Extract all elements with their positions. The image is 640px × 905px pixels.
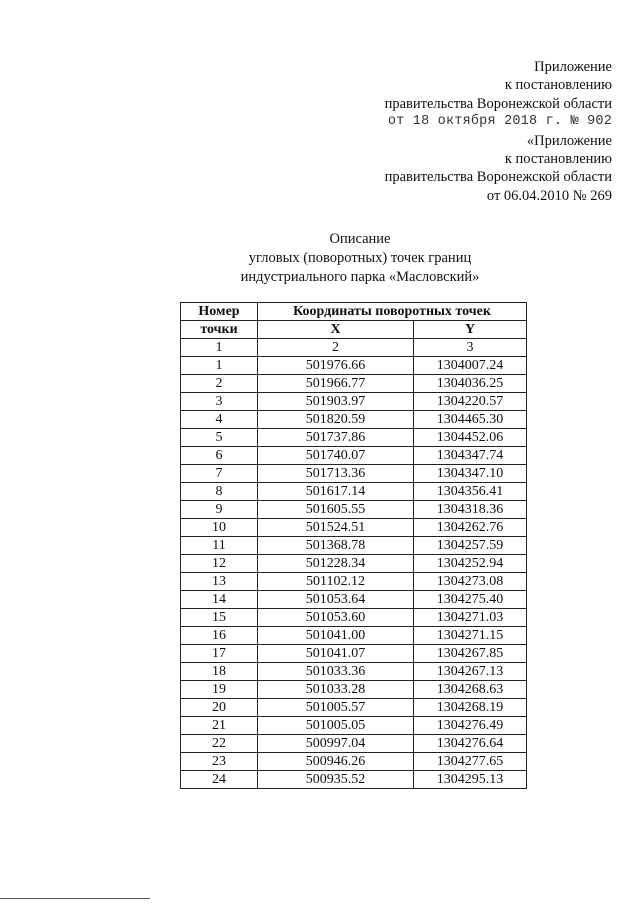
y-coordinate-cell: 1304275.40 [414,591,527,609]
x-coordinate-cell: 501041.07 [258,645,414,663]
y-coordinate-cell: 1304318.36 [414,501,527,519]
point-number-cell: 16 [181,627,258,645]
table-row [181,465,527,483]
x-coordinate-cell: 501033.36 [258,663,414,681]
decree-date-line: от 18 октября 2018 г. № 902 [387,114,612,130]
y-coordinate-cell: 1304262.76 [414,519,527,537]
y-coordinate-cell: 1304271.15 [414,627,527,645]
x-coordinate-cell: 501713.36 [258,465,414,483]
table-row [181,393,527,411]
quote-header-line: правительства Воронежской области [384,169,612,186]
quote-header-line: от 06.04.2010 № 269 [486,187,612,204]
y-coordinate-cell: 1304257.59 [414,537,527,555]
table-row [181,591,527,609]
x-coordinate-cell: 501903.97 [258,393,414,411]
column-index: 1 [181,339,258,357]
y-coordinate-cell: 1304268.63 [414,681,527,699]
point-number-cell: 5 [181,429,258,447]
x-coordinate-cell: 501966.77 [258,375,414,393]
y-coordinate-cell: 1304347.74 [414,447,527,465]
y-coordinate-cell: 1304347.10 [414,465,527,483]
point-number-cell: 18 [181,663,258,681]
point-number-cell: 14 [181,591,258,609]
footer-divider [0,898,150,899]
x-coordinate-cell: 501617.14 [258,483,414,501]
table-row [181,681,527,699]
x-coordinate-cell: 501976.66 [258,357,414,375]
header-line: правительства Воронежской области [384,95,612,112]
y-coordinate-cell: 1304276.64 [414,735,527,753]
title-line: Описание [329,231,391,247]
x-coordinate-cell: 501033.28 [258,681,414,699]
point-number-cell: 13 [181,573,258,591]
x-coordinate-cell: 501005.05 [258,717,414,735]
point-number-cell: 15 [181,609,258,627]
table-row [181,627,527,645]
point-number-cell: 9 [181,501,258,519]
table-row [181,735,527,753]
column-index: 3 [414,339,527,357]
point-number-cell: 19 [181,681,258,699]
header-number-sub: точки [181,321,258,339]
x-coordinate-cell: 501102.12 [258,573,414,591]
point-number-cell: 1 [181,357,258,375]
x-coordinate-cell: 501820.59 [258,411,414,429]
header-y: Y [414,321,527,339]
y-coordinate-cell: 1304220.57 [414,393,527,411]
column-index: 2 [258,339,414,357]
table-row [181,501,527,519]
point-number-cell: 7 [181,465,258,483]
y-coordinate-cell: 1304452.06 [414,429,527,447]
x-coordinate-cell: 501368.78 [258,537,414,555]
point-number-cell: 11 [181,537,258,555]
table-row [181,609,527,627]
x-coordinate-cell: 500935.52 [258,771,414,789]
point-number-cell: 8 [181,483,258,501]
y-coordinate-cell: 1304276.49 [414,717,527,735]
table-row [181,699,527,717]
point-number-cell: 2 [181,375,258,393]
document-title [0,230,640,287]
table-row [181,771,527,789]
point-number-cell: 12 [181,555,258,573]
title-line: индустриального парка «Масловский» [240,269,480,285]
y-coordinate-cell: 1304267.85 [414,645,527,663]
x-coordinate-cell: 501524.51 [258,519,414,537]
point-number-cell: 22 [181,735,258,753]
y-coordinate-cell: 1304252.94 [414,555,527,573]
table-row [181,375,527,393]
table-row [181,447,527,465]
table-row [181,537,527,555]
table-row [181,717,527,735]
point-number-cell: 21 [181,717,258,735]
point-number-cell: 17 [181,645,258,663]
x-coordinate-cell: 500997.04 [258,735,414,753]
table-body [181,357,527,789]
point-number-cell: 20 [181,699,258,717]
header-line: к постановлению [504,77,612,94]
header-number: Номер [181,303,258,321]
table-row [181,519,527,537]
table-row [181,555,527,573]
point-number-cell: 6 [181,447,258,465]
point-number-cell: 4 [181,411,258,429]
title-line: угловых (поворотных) точек границ [248,250,472,266]
point-number-cell: 23 [181,753,258,771]
appendix-header [385,58,612,205]
table-row [181,357,527,375]
y-coordinate-cell: 1304295.13 [414,771,527,789]
x-coordinate-cell: 501005.57 [258,699,414,717]
table-row [181,645,527,663]
y-coordinate-cell: 1304268.19 [414,699,527,717]
table-row [181,663,527,681]
table-row [181,753,527,771]
y-coordinate-cell: 1304465.30 [414,411,527,429]
header-coordinates: Координаты поворотных точек [258,303,527,321]
point-number-cell: 24 [181,771,258,789]
coordinates-table [180,302,527,789]
x-coordinate-cell: 501228.34 [258,555,414,573]
y-coordinate-cell: 1304036.25 [414,375,527,393]
table-row [181,429,527,447]
table-row [181,573,527,591]
quote-header-line: к постановлению [504,151,612,168]
header-line: Приложение [534,59,612,75]
x-coordinate-cell: 501053.64 [258,591,414,609]
header-x: X [258,321,414,339]
table-row [181,483,527,501]
y-coordinate-cell: 1304271.03 [414,609,527,627]
y-coordinate-cell: 1304007.24 [414,357,527,375]
x-coordinate-cell: 501737.86 [258,429,414,447]
point-number-cell: 10 [181,519,258,537]
x-coordinate-cell: 501605.55 [258,501,414,519]
y-coordinate-cell: 1304356.41 [414,483,527,501]
y-coordinate-cell: 1304267.13 [414,663,527,681]
y-coordinate-cell: 1304273.08 [414,573,527,591]
x-coordinate-cell: 501053.60 [258,609,414,627]
x-coordinate-cell: 501041.00 [258,627,414,645]
y-coordinate-cell: 1304277.65 [414,753,527,771]
x-coordinate-cell: 501740.07 [258,447,414,465]
table-row [181,411,527,429]
quote-header-line: «Приложение [526,132,612,149]
x-coordinate-cell: 500946.26 [258,753,414,771]
point-number-cell: 3 [181,393,258,411]
